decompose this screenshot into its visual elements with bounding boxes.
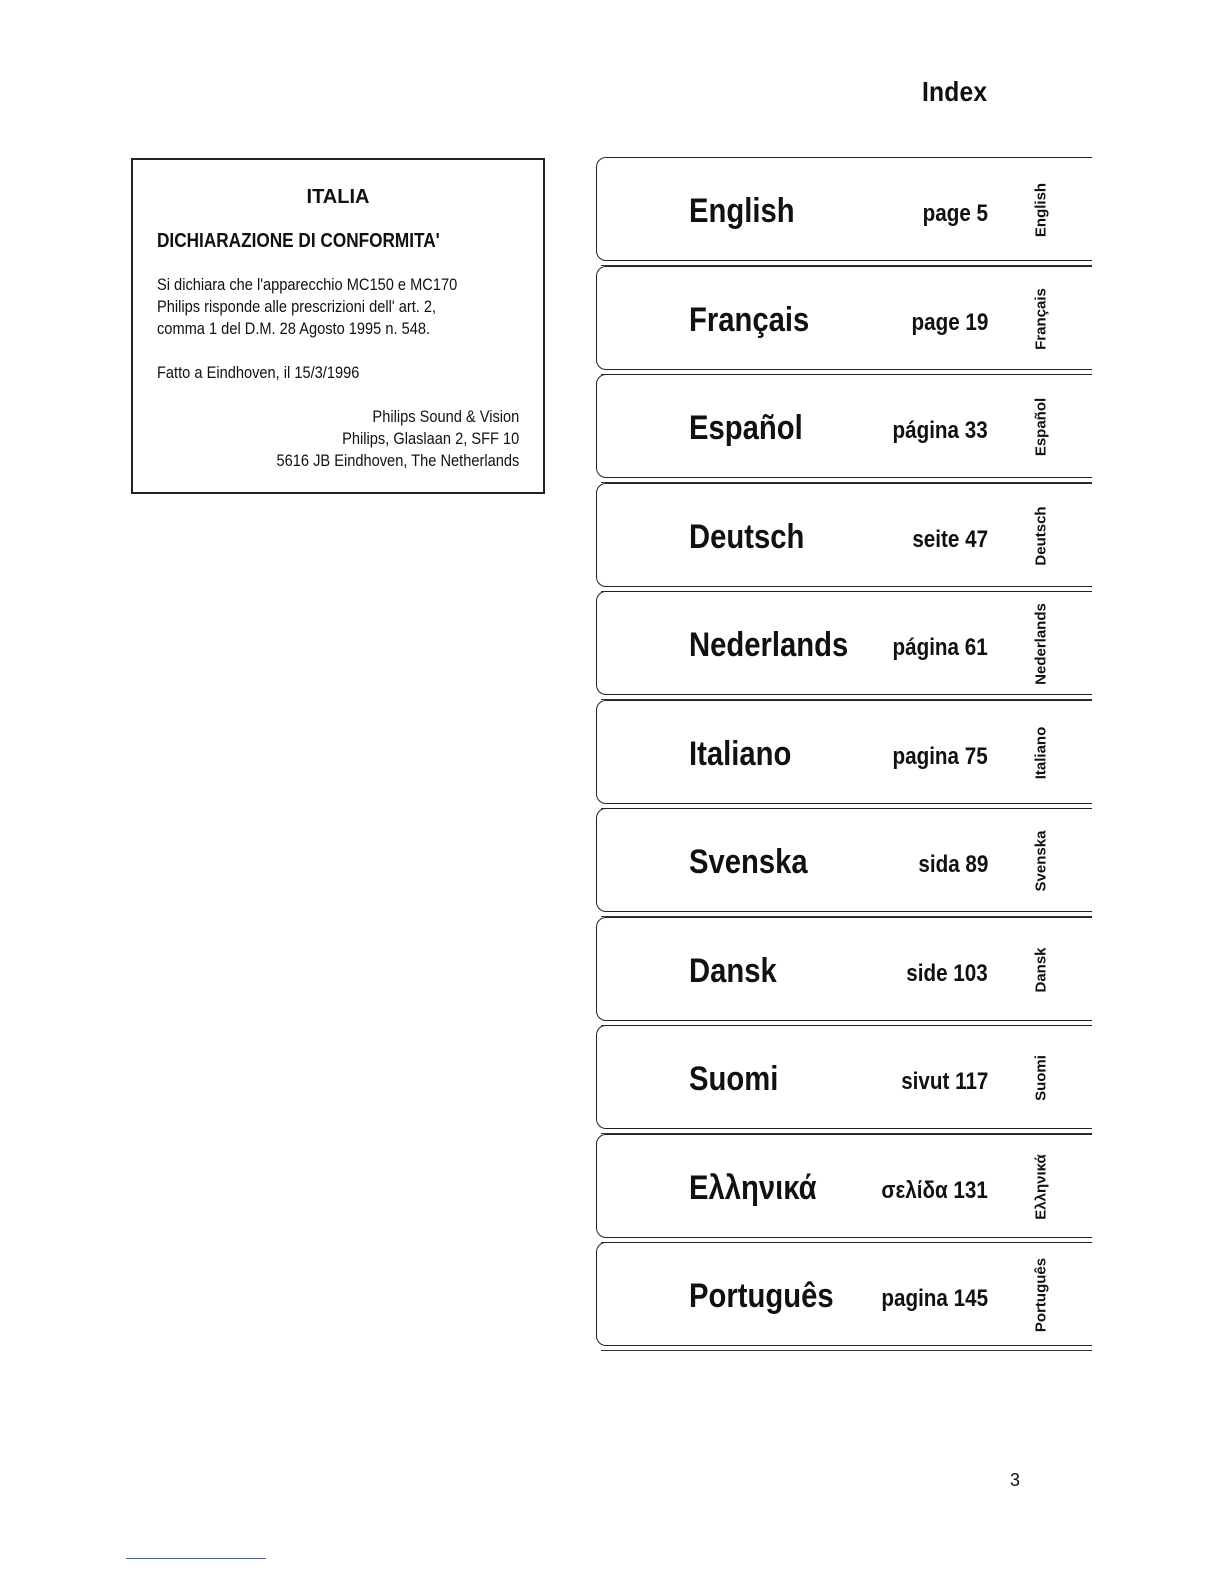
tab-side-label: Español: [1032, 397, 1050, 457]
address-line: 5616 JB Eindhoven, The Netherlands: [276, 451, 519, 470]
declaration-heading: DICHIARAZIONE DI CONFORMITA': [157, 230, 440, 252]
tab-side-label: Suomi: [1032, 1055, 1050, 1101]
tab-language-label: Español: [689, 409, 803, 447]
tab-portugues[interactable]: [596, 1242, 1092, 1346]
tab-ellinika[interactable]: [596, 1134, 1092, 1238]
tab-page-ref: página 61: [892, 634, 988, 661]
tab-side-label: English: [1032, 182, 1050, 238]
tab-side-label: Italiano: [1032, 726, 1050, 779]
declaration-address: [276, 406, 519, 472]
tab-italiano[interactable]: [596, 700, 1092, 804]
tab-suomi[interactable]: [596, 1025, 1092, 1129]
tab-page-ref: sivut 117: [900, 1068, 988, 1095]
tab-language-label: English: [689, 192, 795, 230]
tab-english[interactable]: [596, 157, 1092, 261]
tab-page-ref: seite 47: [912, 525, 988, 553]
declaration-box: [131, 158, 545, 494]
tab-language-label: Deutsch: [689, 517, 805, 556]
tab-deutsch[interactable]: [596, 483, 1092, 587]
tab-language-label: Dansk: [689, 951, 777, 990]
tab-side-label: Nederlands: [1032, 603, 1050, 685]
tab-language-label: Português: [689, 1277, 834, 1315]
address-line: Philips, Glaslaan 2, SFF 10: [341, 429, 519, 448]
tab-page-ref: side 103: [906, 959, 988, 987]
tab-language-label: Ελληνικά: [689, 1168, 817, 1207]
declaration-paragraph: [157, 274, 457, 340]
tab-language-label: Svenska: [689, 843, 808, 881]
tab-page-ref: σελίδα 131: [881, 1176, 988, 1204]
tab-page-ref: pagina 145: [881, 1285, 988, 1312]
declaration-place-date: Fatto a Eindhoven, il 15/3/1996: [157, 363, 360, 382]
tab-side-label: Ελληνικά: [1032, 1153, 1050, 1220]
tab-page-ref: página 33: [892, 417, 988, 444]
tab-francais[interactable]: [596, 266, 1092, 370]
tab-page-ref: sida 89: [918, 851, 988, 878]
tab-svenska[interactable]: [596, 808, 1092, 912]
declaration-line: comma 1 del D.M. 28 Agosto 1995 n. 548.: [157, 319, 431, 338]
address-line: Philips Sound & Vision: [372, 407, 519, 426]
tab-page-ref: page 19: [911, 308, 988, 336]
tab-side-label: Deutsch: [1032, 505, 1050, 566]
tab-side-label: Français: [1032, 287, 1050, 350]
scan-artifact-line: [126, 1558, 266, 1559]
tab-dansk[interactable]: [596, 917, 1092, 1021]
page-number: 3: [1010, 1470, 1021, 1490]
tab-espanol[interactable]: [596, 374, 1092, 478]
declaration-line: Si dichiara che l'apparecchio MC150 e MC170: [157, 275, 458, 294]
tab-nederlands[interactable]: [596, 591, 1092, 695]
tab-side-label: Português: [1032, 1257, 1050, 1333]
tab-language-label: Suomi: [689, 1060, 779, 1098]
tab-page-ref: pagina 75: [892, 742, 988, 770]
tab-page-ref: page 5: [922, 200, 988, 227]
tab-language-label: Italiano: [689, 734, 792, 773]
page-title: Index: [922, 76, 988, 107]
tab-side-label: Svenska: [1032, 830, 1050, 892]
tab-language-label: Français: [689, 300, 810, 339]
tab-language-label: Nederlands: [689, 626, 849, 664]
tab-side-label: Dansk: [1032, 946, 1050, 993]
declaration-country: ITALIA: [306, 186, 370, 208]
declaration-line: Philips risponde alle prescrizioni dell' art. 2,: [157, 297, 437, 316]
